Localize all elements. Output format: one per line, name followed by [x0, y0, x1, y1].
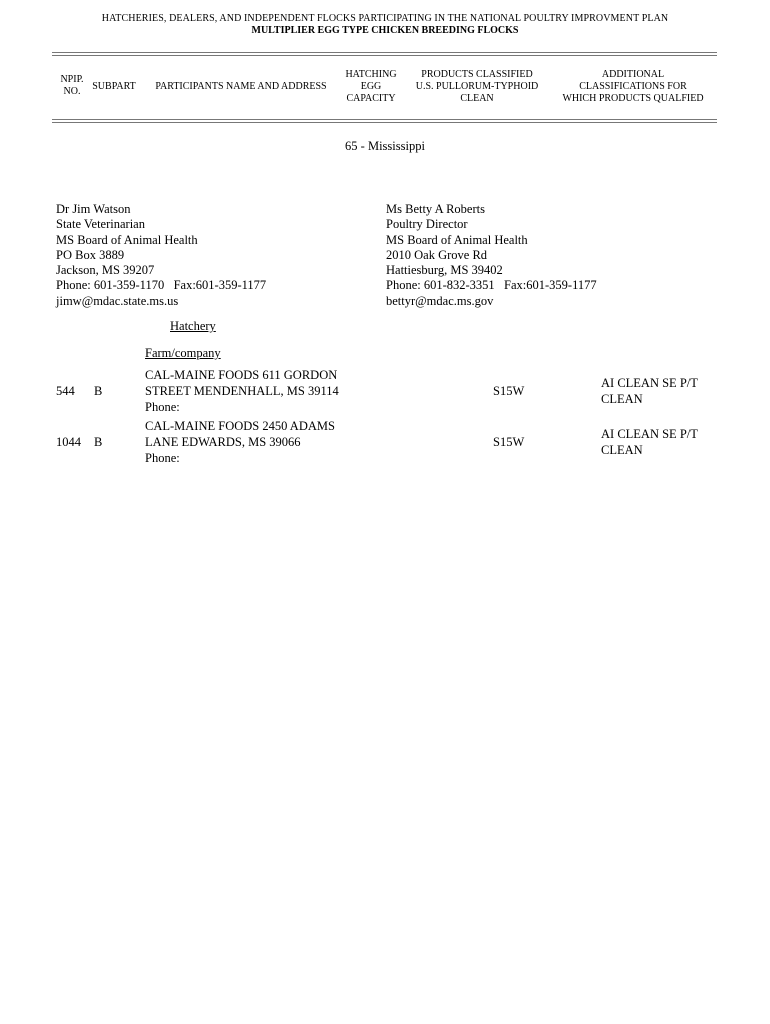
col-products: [406, 69, 548, 105]
col-products-line2: U.S. PULLORUM-TYPHOID: [415, 81, 539, 92]
contact-block-left: [56, 202, 266, 309]
additional-line: CLEAN: [601, 443, 643, 457]
additional-line: AI CLEAN SE P/T: [601, 376, 698, 390]
row-1-products: S15W: [493, 384, 525, 398]
contact-org: MS Board of Animal Health: [56, 232, 198, 247]
participant-phone-line: Phone:: [145, 451, 180, 465]
contact-city: Hattiesburg, MS 39402: [386, 263, 503, 278]
col-additional: [552, 69, 714, 105]
contact-block-right: [386, 202, 597, 309]
additional-line: AI CLEAN SE P/T: [601, 427, 698, 441]
contact-name: Ms Betty A Roberts: [386, 202, 485, 216]
contact-email: jimw@mdac.state.ms.us: [56, 293, 179, 308]
col-npip-line1: NPIP.: [60, 74, 84, 85]
row-2-products: S15W: [493, 435, 525, 449]
participant-name-line: CAL-MAINE FOODS 611 GORDON: [145, 368, 338, 382]
state-title: 65 - Mississippi: [345, 139, 425, 153]
col-npip-line2: NO.: [63, 86, 81, 97]
col-hatching: [338, 69, 404, 105]
additional-line: CLEAN: [601, 392, 643, 406]
participant-address-line: LANE EDWARDS, MS 39066: [145, 435, 301, 449]
row-2-participant: [145, 418, 335, 466]
contact-org: MS Board of Animal Health: [386, 232, 528, 247]
contact-phone: Phone: 601-832-3351 Fax:601-359-1177: [386, 278, 597, 293]
contact-city: Jackson, MS 39207: [56, 263, 155, 278]
participant-phone-line: Phone:: [145, 400, 180, 414]
contact-email: bettyr@mdac.ms.gov: [386, 293, 494, 308]
contact-address: PO Box 3889: [56, 247, 125, 262]
col-additional-line3: WHICH PRODUCTS QUALFIED: [562, 93, 704, 104]
col-additional-line2: CLASSIFICATIONS FOR: [579, 81, 687, 92]
row-1-additional: [601, 375, 698, 407]
col-participants: PARTICIPANTS NAME AND ADDRESS: [155, 81, 327, 92]
report-subtitle: MULTIPLIER EGG TYPE CHICKEN BREEDING FLOCKS: [251, 25, 519, 36]
participant-name-line: CAL-MAINE FOODS 2450 ADAMS: [145, 419, 335, 433]
participant-address-line: STREET MENDENHALL, MS 39114: [145, 384, 339, 398]
col-hatching-line2: EGG: [360, 81, 382, 92]
col-subpart: SUBPART: [92, 81, 136, 92]
contact-title: State Veterinarian: [56, 217, 145, 232]
row-1-subpart: B: [94, 384, 103, 398]
contact-phone: Phone: 601-359-1170 Fax:601-359-1177: [56, 278, 267, 293]
row-1-participant: [145, 367, 339, 415]
col-products-line3: CLEAN: [460, 93, 494, 104]
col-hatching-line1: HATCHING: [345, 69, 397, 80]
report-title: HATCHERIES, DEALERS, AND INDEPENDENT FLOCKS PARTICIPATING IN THE NATIONAL POULTRY IMPROVMENT PLAN: [101, 13, 669, 24]
section-label-hatchery: Hatchery: [170, 319, 216, 333]
top-rule: [52, 52, 717, 56]
group-label-farm-company: Farm/company: [145, 346, 221, 360]
contact-address: 2010 Oak Grove Rd: [386, 247, 488, 262]
row-2-subpart: B: [94, 435, 103, 449]
col-additional-line1: ADDITIONAL: [601, 69, 665, 80]
header-bottom-rule: [52, 119, 717, 123]
row-2-additional: [601, 426, 698, 458]
col-hatching-line3: CAPACITY: [346, 93, 396, 104]
contact-name: Dr Jim Watson: [56, 202, 131, 216]
row-1-npip: 544: [56, 384, 75, 398]
contact-title: Poultry Director: [386, 217, 468, 232]
col-products-line1: PRODUCTS CLASSIFIED: [421, 69, 533, 80]
row-2-npip: 1044: [56, 435, 81, 449]
